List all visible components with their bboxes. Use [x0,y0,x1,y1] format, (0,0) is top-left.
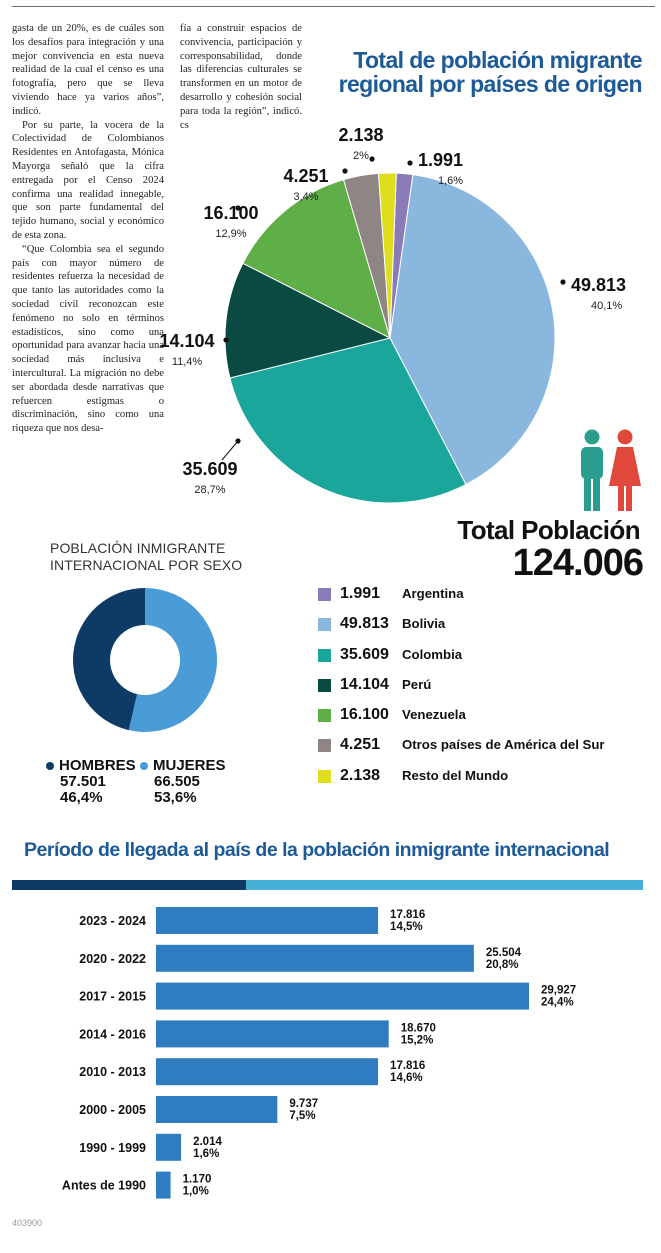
sex-chart-title: POBLACIÓN INMIGRANTE INTERNACIONAL POR SEXO [50,540,243,573]
bar-pct-label: 1,0% [182,1185,209,1198]
bar-category-label: 2000 - 2005 [79,1103,146,1117]
sex-donut-chart [0,560,300,760]
legend-item-peru [318,675,648,705]
legend-swatch [318,618,331,631]
country-legend [318,584,648,796]
bar-category-label: 2014 - 2016 [79,1027,146,1042]
legend-item-otros [318,735,648,765]
bar-3 [156,1020,389,1047]
bar-pct-label: 15,2% [400,1034,434,1047]
country-pie-chart [0,0,661,600]
pie-leader-dot [342,168,347,173]
bar-pct-label: 14,5% [390,921,423,933]
legend-swatch [318,709,331,722]
bar-pct-label: 14,6% [390,1072,423,1085]
legend-swatch [318,649,331,662]
woman-icon [609,430,641,512]
mujeres-label: MUJERES [153,757,226,774]
bar-value-label: 25.504 [485,946,522,959]
pie-value-label-colombia: 35.609 [182,459,238,479]
bar-value-label: 2.014 [193,1135,222,1148]
bar-pct-label: 20,8% [485,958,519,971]
legend-value: 2.138 [340,766,381,784]
pie-pct-label-colombia: 28,7% [194,484,226,496]
hombres-value: 57.501 [60,773,106,790]
bar-value-label: 9.737 [289,1098,319,1110]
mujeres-dot [140,762,148,770]
legend-mujeres [140,758,226,806]
pie-value-label-resto: 2.138 [338,125,384,145]
legend-item-venezuela [318,705,648,735]
pie-leader-dot [560,279,565,284]
bar-5 [156,1096,277,1123]
header-band-dark [12,880,246,890]
bar-category-label: 2017 - 2015 [79,989,146,1004]
legend-country-name: Colombia [402,646,463,662]
bar-value-label: 18.670 [400,1022,436,1035]
legend-item-argentina [318,584,648,614]
hombres-dot [46,762,54,770]
mujeres-pct: 53,6% [154,789,197,806]
bar-7 [156,1172,171,1199]
pie-leader-line [222,441,238,460]
legend-item-colombia [318,645,648,675]
article-paragraph: gasta de un 20%, es de cuáles son los desafíos para integración y una mejor convivencia en esta nueva realidad de la cual el censo es una fotografía, pero que se lleva viviendo hace ya varios años”, indicó. [12,23,164,117]
legend-item-resto [318,766,648,796]
pie-chart-title: Total de población migrante regional por países de origen [338,47,642,97]
total-population-value: 124.006 [512,542,643,584]
bar-category-label: 2010 - 2013 [79,1065,146,1080]
arrival-period-bar-chart [0,876,661,1206]
legend-value: 16.100 [340,706,389,724]
bar-chart-title: Período de llegada al país de la población inmigrante internacional [24,839,610,861]
footer-code: 403900 [12,1218,43,1228]
legend-country-name: Bolivia [402,616,446,632]
pie-value-label-otros: 4.251 [283,166,329,186]
legend-value: 35.609 [340,645,389,663]
legend-value: 4.251 [340,736,381,754]
bar-value-label: 29,927 [541,984,577,997]
bar-pct-label: 1,6% [193,1147,220,1160]
legend-hombres [46,758,136,806]
legend-swatch [318,739,331,752]
legend-value: 1.991 [340,585,381,602]
pie-pct-label-argentina: 1,6% [438,175,464,187]
legend-country-name: Argentina [402,586,464,601]
article-paragraph: “Que Colombia sea el segundo país con mayor número de residentes refuerza la necesidad de que tanto las autoridades como la sociedad civil reconozcan este fenómeno no solo en términos estadísticos, sino como una oportunidad para avanzar hacia una sociedad más inclusiva e intercultural. La migración no debe ser abordada desde narrativas que refuercen estigmas o discriminación, sino como una riqueza que nos desa- [12,243,164,435]
pie-pct-label-resto: 2% [353,150,369,162]
pie-value-label-peru: 14.104 [159,331,215,351]
legend-item-bolivia [318,614,648,644]
hombres-pct: 46,4% [60,789,103,806]
pie-pct-label-otros: 3,4% [293,191,319,203]
mujeres-value: 66.505 [154,773,200,790]
pie-value-label-venezuela: 16.100 [203,203,259,223]
legend-swatch [318,588,331,601]
pie-leader-dot [369,156,374,161]
pie-pct-label-venezuela: 12,9% [215,228,247,240]
legend-country-name: Resto del Mundo [402,767,509,783]
pie-pct-label-peru: 11,4% [171,356,203,368]
legend-country-name: Venezuela [402,707,466,723]
legend-swatch [318,679,331,692]
bar-value-label: 1.170 [182,1173,212,1186]
bar-category-label: Antes de 1990 [61,1178,146,1193]
bar-pct-label: 7,5% [289,1110,316,1122]
bar-value-label: 17.816 [390,1060,426,1073]
legend-country-name: Otros países de América del Sur [402,737,605,753]
bar-2 [156,983,529,1010]
pie-leader-dot [407,160,412,165]
pie-value-label-argentina: 1.991 [418,150,464,170]
man-icon [581,430,603,512]
article-paragraph: Por su parte, la vocera de la Colectividad de Colombianos Residentes en Antofagasta, Mónica Mayorga señaló que la cifra entregada por el Censo 2024 confirma una realidad innegable, que son parte fundamental del tejido humano, social y económico de esta zona. [12,119,164,241]
pie-value-label-bolivia: 49.813 [571,275,627,295]
bar-4 [156,1058,378,1085]
legend-value: 14.104 [340,675,389,693]
bar-1 [156,945,474,972]
people-icon [576,428,642,512]
legend-country-name: Perú [402,676,432,692]
hombres-label: HOMBRES [59,757,136,774]
pie-leader-dot [223,337,228,342]
bar-category-label: 2023 - 2024 [79,914,146,928]
bar-category-label: 2020 - 2022 [79,951,146,966]
article-paragraph: fía a construir espacios de convivencia, participación y corresponsabilidad, donde las diferencias culturales se transformen en un motor de desarrollo y cohesión social para toda la región”, indicó. cs [180,23,302,131]
bar-category-label: 1990 - 1999 [79,1140,146,1155]
pie-pct-label-bolivia: 40,1% [591,300,623,312]
bar-6 [156,1134,181,1161]
bar-value-label: 17.816 [390,909,426,921]
bar-pct-label: 24,4% [541,996,574,1009]
bar-0 [156,907,378,934]
legend-swatch [318,770,331,783]
header-band-light [246,880,643,890]
total-population-label: Total Población [457,515,640,545]
legend-value: 49.813 [340,615,389,633]
